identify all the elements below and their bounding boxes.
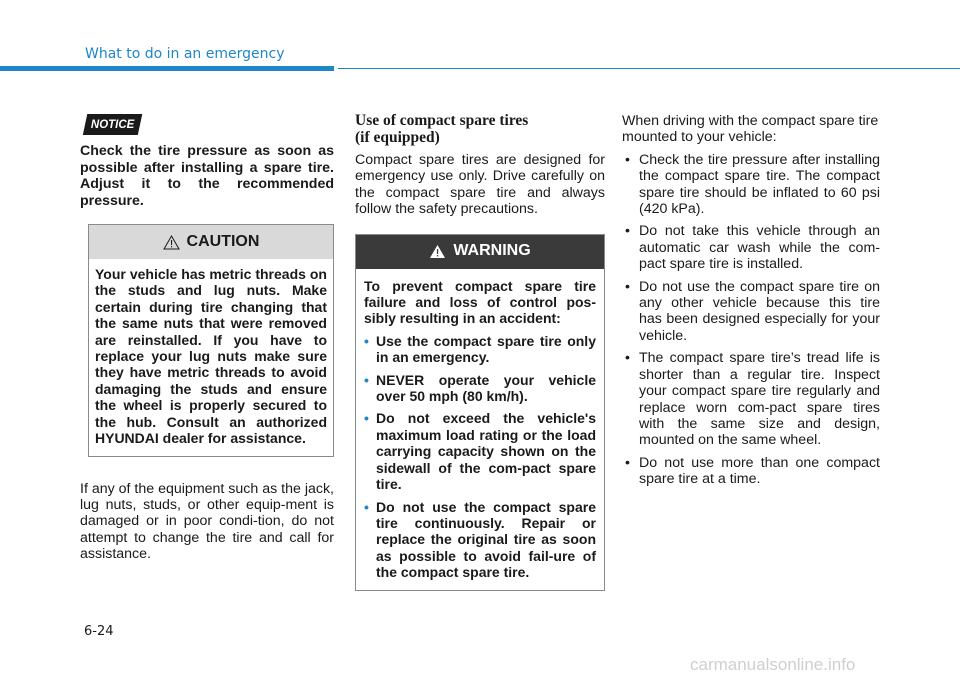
warning-title: WARNING [453,242,531,260]
header-accent-bar [0,66,334,71]
compact-spare-intro: Compact spare tires are designed for emergency use only. Drive carefully on the compact spare tire and always follow the safety precautions. [355,152,605,218]
warning-intro: To prevent compact spare tire failure and loss of control pos-sibly resulting in an accident: [364,277,596,327]
section-header-title: What to do in an emergency [85,46,285,62]
caution-triangle-icon [163,235,180,250]
precaution-item: • Check the tire pressure after installing the compact spare tire. The compact spare tire should be inflated to 60 psi (420 kPa). [622,152,880,218]
page-number: 6-24 [84,624,114,639]
section-title-line2: (if equipped) [355,128,440,146]
notice-text: Check the tire pressure as soon as possible after installing a spare tire. Adjust it to the recommended pressure. [80,143,334,209]
warning-triangle-icon [429,244,446,259]
caution-text: Your vehicle has metric threads on the studs and lug nuts. Make certain during tire changing that the same nuts that were removed are reinstalled. If you have to replace your lug nuts make sure they have metric threads to avoid damaging the studs and ensure the wheel is properly secured to the hub. Consult an authorized HYUNDAI dealer for assistance. [95,266,327,447]
precaution-item: • The compact spare tire’s tread life is shorter than a regular tire. Inspect your compact spare tire regularly and replace worn com-pact spare tires with the same size and design, mounted on the same wheel. [622,350,880,448]
precaution-item: • Do not use more than one compact spare tire at a time. [622,455,880,488]
assistance-paragraph: If any of the equipment such as the jack, lug nuts, studs, or other equip-ment is damaged or in poor condi-tion, do not attempt to change the tire and call for assistance. [80,480,334,563]
warning-item: • Do not exceed the vehicle's maximum load rating or the load carrying capacity shown on the sidewall of the com-pact spare tire. [364,410,596,492]
driving-precautions-list [622,152,880,488]
watermark: carmanualsonline.info [690,655,856,674]
warning-box [355,234,605,591]
section-title-line1: Use of compact spare tires [355,112,529,129]
warning-list [364,333,596,581]
precaution-item: • Do not take this vehicle through an automatic car wash while the com-pact spare tire is installed. [622,223,880,272]
column-left [80,114,334,563]
warning-header [356,235,604,269]
driving-intro: When driving with the compact spare tire mounted to your vehicle: [622,113,879,146]
warning-item: • Use the compact spare tire only in an emergency. [364,333,596,366]
warning-item: • NEVER operate your vehicle over 50 mph (80 km/h). [364,372,596,405]
caution-title: CAUTION [186,232,260,250]
caution-box [88,224,334,456]
caution-header [89,225,333,259]
precaution-item: • Do not use the compact spare tire on any other vehicle because this tire has been designed especially for your vehicle. [622,279,880,345]
column-right [622,113,880,488]
header-rule-line [338,68,960,69]
notice-badge: NOTICE [83,114,143,135]
warning-item: • Do not use the compact spare tire continuously. Repair or replace the original tire as soon as possible to avoid fail-ure of the compact spare tire. [364,499,596,581]
warning-body [356,269,604,590]
section-title [355,113,605,146]
column-middle [355,113,605,591]
